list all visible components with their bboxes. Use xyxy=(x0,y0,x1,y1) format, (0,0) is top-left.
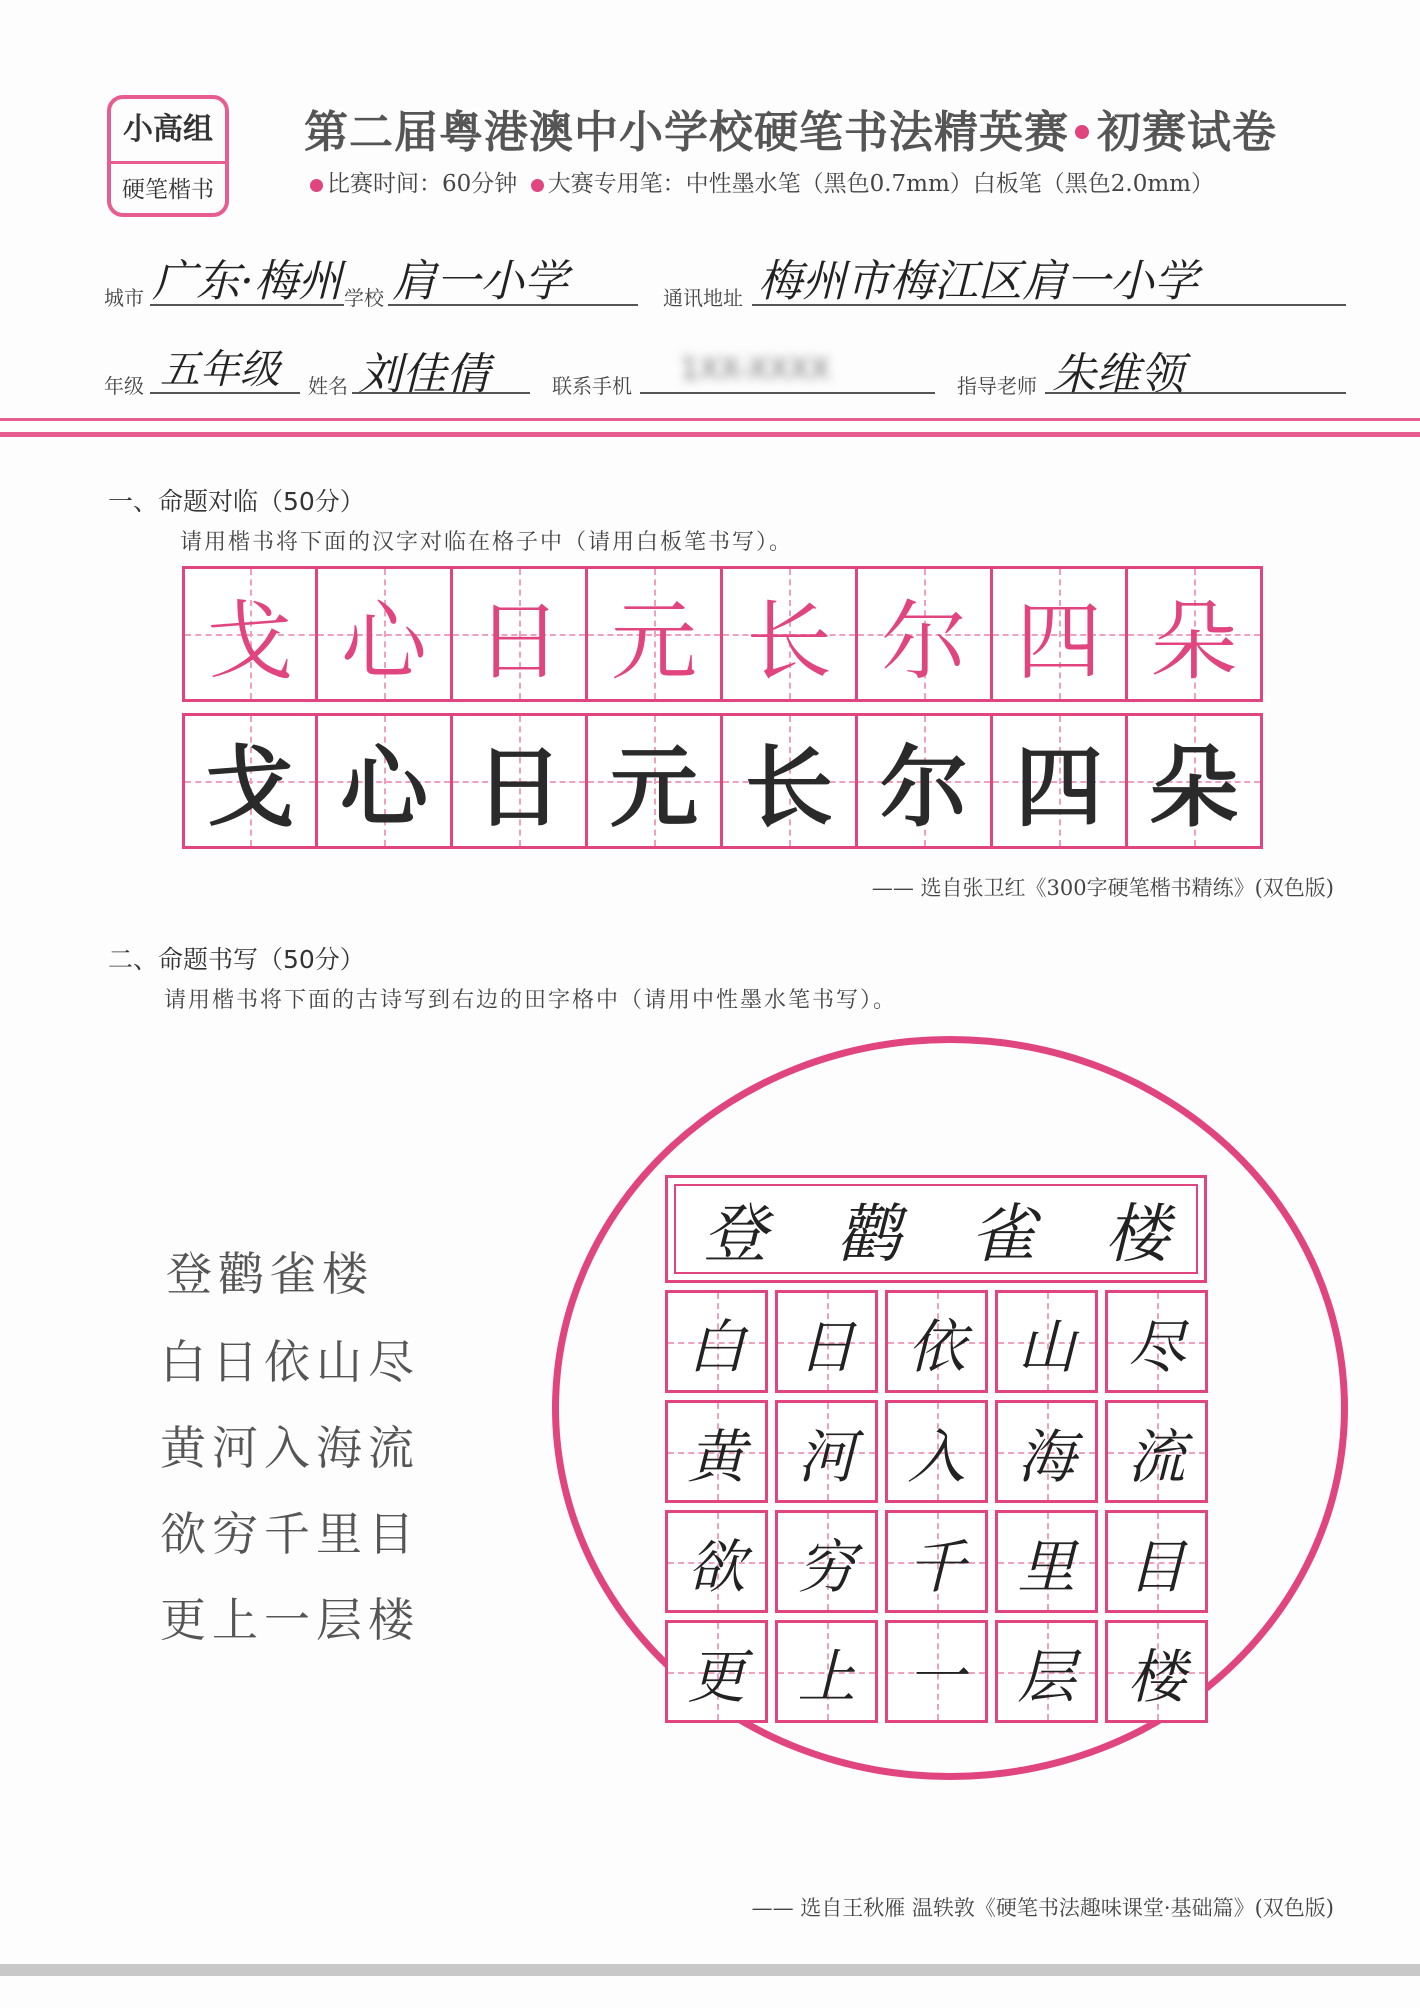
poem-grid-cell-char: 依 xyxy=(907,1312,966,1381)
poem-line: 白日依山尽 xyxy=(160,1335,420,1389)
model-char-cell-char: 日 xyxy=(476,592,562,692)
poem-grid-cell-char: 更 xyxy=(687,1642,746,1711)
poem-line: 黄河入海流 xyxy=(160,1421,420,1475)
header-divider-thin xyxy=(0,418,1420,421)
city-label: 城市 xyxy=(104,286,144,310)
exam-pens: 大赛专用笔：中性墨水笔（黑色0.7mm）白板笔（黑色2.0mm） xyxy=(547,171,1214,197)
address-label: 通讯地址 xyxy=(663,286,743,310)
group-badge xyxy=(107,95,229,217)
bullet-dot-icon xyxy=(310,179,323,192)
title-tail: 初赛试卷 xyxy=(1097,107,1277,158)
model-char-cell-char: 四 xyxy=(1016,592,1102,692)
copy-char-cell xyxy=(858,713,993,849)
copy-char-cell-char: 心 xyxy=(339,736,428,839)
poem-writing-grid[interactable] xyxy=(665,1290,1215,1730)
poem-grid-cell-char: 入 xyxy=(907,1422,966,1491)
written-title-char: 登 xyxy=(703,1198,767,1272)
page-title xyxy=(304,96,1277,160)
poem-grid-row xyxy=(665,1290,1215,1393)
poem-grid-cell xyxy=(995,1620,1098,1723)
poem-grid-cell-char: 白 xyxy=(687,1312,746,1381)
poem-grid-cell xyxy=(1105,1620,1208,1723)
section1-source: —— 选自张卫红《300字硬笔楷书精练》(双色版) xyxy=(871,876,1334,900)
title-main: 第二届粤港澳中小学校硬笔书法精英赛 xyxy=(304,107,1069,158)
written-title-char: 雀 xyxy=(971,1198,1035,1272)
poem-grid-cell-char: 流 xyxy=(1127,1422,1186,1491)
copy-char-cell-char: 戈 xyxy=(205,736,294,839)
poem-grid-cell xyxy=(1105,1290,1208,1393)
model-char-cell-char: 朵 xyxy=(1151,592,1237,692)
city-field[interactable]: 广东·梅州 xyxy=(152,256,342,307)
poem-grid-cell-char: 楼 xyxy=(1127,1642,1186,1711)
poem-grid-cell-char: 山 xyxy=(1017,1312,1076,1381)
poem-grid-cell xyxy=(775,1290,878,1393)
school-field[interactable]: 肩一小学 xyxy=(392,256,568,307)
model-char-cell xyxy=(1128,566,1263,702)
poem-grid-cell xyxy=(775,1400,878,1503)
written-poem-title xyxy=(668,1178,1204,1280)
poem-title-box[interactable] xyxy=(665,1175,1207,1283)
copy-char-cell xyxy=(318,713,453,849)
copy-char-cell xyxy=(1128,713,1263,849)
teacher-field[interactable]: 朱维领 xyxy=(1052,349,1184,400)
poem-grid-cell xyxy=(1105,1510,1208,1613)
model-char-cell-char: 元 xyxy=(611,592,697,692)
grade-field[interactable]: 五年级 xyxy=(160,347,280,393)
copy-char-cell xyxy=(588,713,723,849)
poem-grid-cell xyxy=(775,1510,878,1613)
poem-line: 欲穷千里目 xyxy=(160,1507,420,1561)
phone-label: 联系手机 xyxy=(552,374,632,398)
poem-grid-cell-char: 日 xyxy=(797,1312,856,1381)
poem-grid-cell xyxy=(665,1620,768,1723)
copy-char-cell xyxy=(993,713,1128,849)
poem-grid-cell-char: 目 xyxy=(1127,1532,1186,1601)
poem-grid-cell xyxy=(665,1400,768,1503)
poem-grid-cell-char: 海 xyxy=(1017,1422,1076,1491)
exam-info xyxy=(310,165,1214,198)
name-label: 姓名 xyxy=(308,374,348,398)
model-char-cell xyxy=(453,566,588,702)
poem-grid-row xyxy=(665,1620,1215,1723)
badge-style-label: 硬笔楷书 xyxy=(122,177,214,203)
address-field[interactable]: 梅州市梅江区肩一小学 xyxy=(758,256,1198,307)
poem-grid-row xyxy=(665,1510,1215,1613)
section1-instruction: 请用楷书将下面的汉字对临在格子中（请用白板笔书写）。 xyxy=(180,530,794,555)
model-char-cell-char: 长 xyxy=(746,592,832,692)
poem-grid-cell-char: 上 xyxy=(797,1642,856,1711)
poem-grid-cell xyxy=(1105,1400,1208,1503)
poem-grid-cell-char: 河 xyxy=(797,1422,856,1491)
poem-title: 登鹳雀楼 xyxy=(166,1247,374,1301)
section1-title: 一、命题对临（50分） xyxy=(108,487,365,516)
poem-grid-cell xyxy=(885,1290,988,1393)
model-char-cell xyxy=(723,566,858,702)
bullet-dot-icon xyxy=(1075,125,1089,139)
section2-title: 二、命题书写（50分） xyxy=(108,945,365,974)
poem-grid-cell-char: 尽 xyxy=(1127,1312,1186,1381)
poem-grid-cell xyxy=(995,1290,1098,1393)
poem-grid-cell xyxy=(995,1400,1098,1503)
header-divider-thick xyxy=(0,432,1420,437)
copy-char-cell xyxy=(723,713,858,849)
phone-field[interactable]: 1XX-XXXX xyxy=(680,352,831,387)
bullet-dot-icon xyxy=(531,179,544,192)
model-char-cell xyxy=(858,566,993,702)
poem-grid-cell xyxy=(775,1620,878,1723)
model-char-cell xyxy=(588,566,723,702)
poem-grid-cell xyxy=(665,1510,768,1613)
page-bottom-edge xyxy=(0,1964,1420,1976)
copy-char-cell-char: 元 xyxy=(609,736,698,839)
written-title-char: 鹳 xyxy=(837,1198,901,1272)
poem-grid-cell xyxy=(885,1510,988,1613)
poem-line: 更上一层楼 xyxy=(160,1593,420,1647)
poem-grid-cell xyxy=(885,1400,988,1503)
copy-char-cell-char: 四 xyxy=(1014,736,1103,839)
copy-char-cell-char: 日 xyxy=(474,736,563,839)
poem-model xyxy=(160,1238,420,1670)
copy-char-cell-char: 尔 xyxy=(879,736,968,839)
exam-time: 比赛时间：60分钟 xyxy=(327,171,518,197)
model-char-cell xyxy=(318,566,453,702)
section2-instruction: 请用楷书将下面的古诗写到右边的田字格中（请用中性墨水笔书写）。 xyxy=(164,988,898,1013)
school-label: 学校 xyxy=(344,286,384,310)
poem-grid-cell-char: 层 xyxy=(1017,1642,1076,1711)
copy-char-cell-char: 朵 xyxy=(1149,736,1238,839)
grade-label: 年级 xyxy=(104,374,144,398)
model-char-cell-char: 心 xyxy=(341,592,427,692)
copy-char-grid[interactable] xyxy=(182,713,1263,849)
poem-grid-cell-char: 一 xyxy=(907,1642,966,1711)
poem-grid-cell-char: 穷 xyxy=(797,1532,856,1601)
badge-group-label: 小高组 xyxy=(111,99,225,164)
poem-grid-cell-char: 欲 xyxy=(687,1532,746,1601)
name-field[interactable]: 刘佳倩 xyxy=(358,349,490,400)
section2-source: —— 选自王秋雁 温轶敦《硬笔书法趣味课堂·基础篇》(双色版) xyxy=(751,1896,1334,1920)
model-char-cell-char: 尔 xyxy=(881,592,967,692)
written-title-char: 楼 xyxy=(1105,1198,1169,1272)
model-char-cell xyxy=(993,566,1128,702)
copy-char-cell xyxy=(182,713,318,849)
copy-char-cell-char: 长 xyxy=(744,736,833,839)
poem-grid-row xyxy=(665,1400,1215,1503)
model-char-cell-char: 戈 xyxy=(207,592,293,692)
model-char-cell xyxy=(182,566,318,702)
phone-field-line xyxy=(640,392,935,394)
poem-grid-cell xyxy=(665,1290,768,1393)
poem-grid-cell-char: 里 xyxy=(1017,1532,1076,1601)
teacher-label: 指导老师 xyxy=(957,374,1037,398)
copy-char-cell xyxy=(453,713,588,849)
model-char-grid xyxy=(182,566,1263,702)
poem-grid-cell-char: 千 xyxy=(907,1532,966,1601)
poem-grid-cell-char: 黄 xyxy=(687,1422,746,1491)
poem-grid-cell xyxy=(995,1510,1098,1613)
poem-grid-cell xyxy=(885,1620,988,1723)
